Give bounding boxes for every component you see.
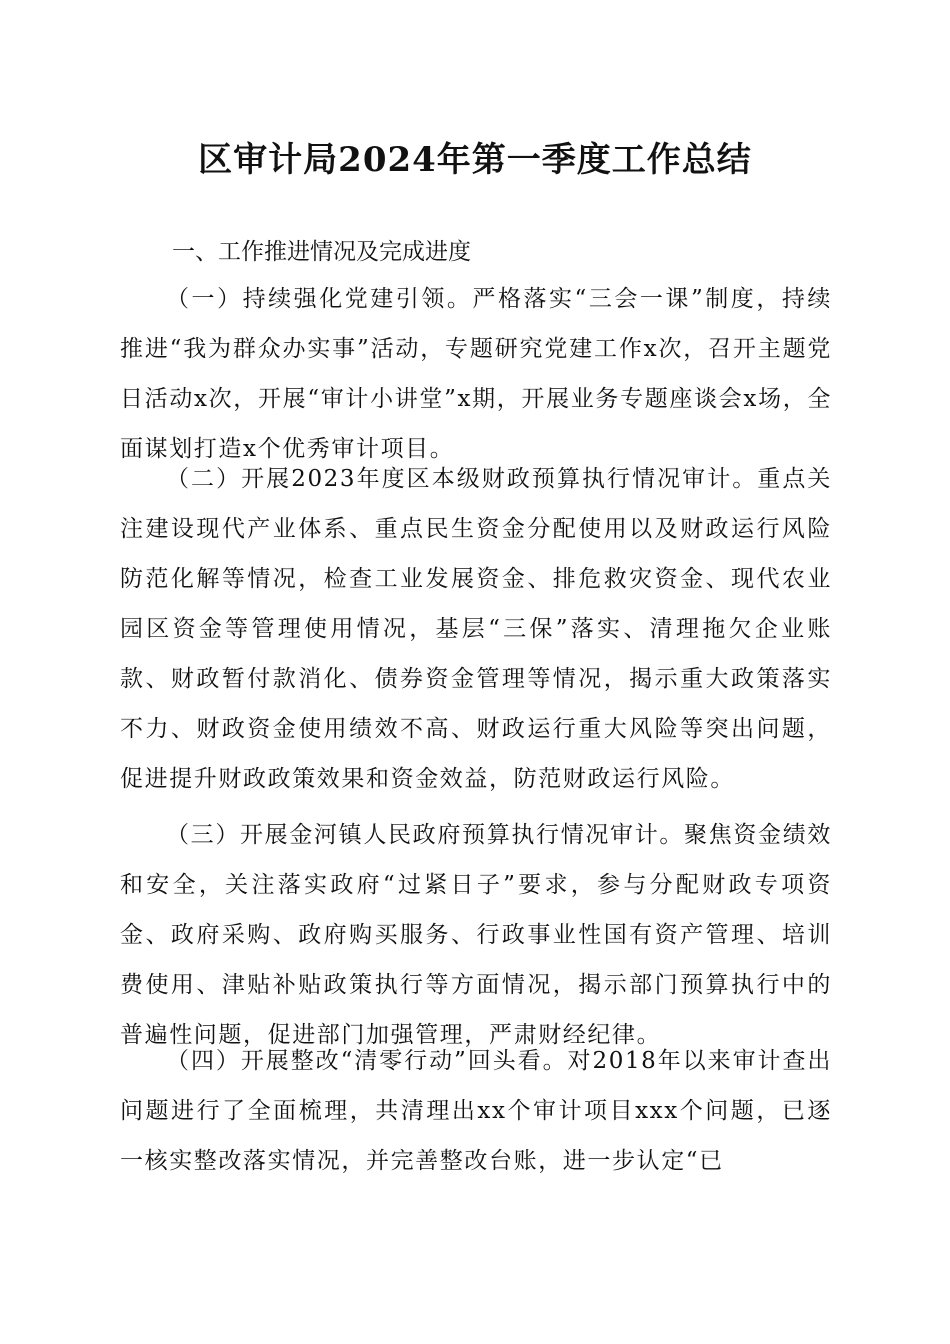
paragraph-body: 对2018年以来审计查出问题进行了全面梳理，共清理出xx个审计项目xxx个问题，已逐一核实整改落实情况，并完善整改台账，进一步认定“已 bbox=[120, 1048, 832, 1174]
paragraph-town-audit bbox=[120, 810, 832, 1060]
paragraph-lead: （四）开展整改“清零行动”回头看。 bbox=[166, 1048, 568, 1074]
paragraph-party-building bbox=[120, 274, 832, 474]
paragraph-lead: （三）开展金河镇人民政府预算执行情况审计。 bbox=[166, 822, 685, 848]
paragraph-budget-audit bbox=[120, 454, 832, 804]
paragraph-body: 严格落实“三会一课”制度，持续推进“我为群众办实事”活动，专题研究党建工作x次，召开主题党日活动x次，开展“审计小讲堂”x期，开展业务专题座谈会x场，全面谋划打造x个优秀审计项目。 bbox=[120, 286, 832, 462]
paragraph-lead: （二）开展2023年度区本级财政预算执行情况审计。 bbox=[166, 466, 758, 492]
paragraph-lead: （一）持续强化党建引领。 bbox=[166, 286, 473, 312]
paragraph-rectification-review bbox=[120, 1036, 832, 1186]
document-title: 区审计局2024年第一季度工作总结 bbox=[198, 140, 752, 180]
paragraph-body: 聚焦资金绩效和安全，关注落实政府“过紧日子”要求，参与分配财政专项资金、政府采购、政府购买服务、行政事业性国有资产管理、培训费使用、津贴补贴政策执行等方面情况，揭示部门预算执行中的普遍性问题，促进部门加强管理，严肃财经纪律。 bbox=[120, 822, 832, 1048]
section-heading: 一、工作推进情况及完成进度 bbox=[172, 239, 471, 265]
paragraph-body: 重点关注建设现代产业体系、重点民生资金分配使用以及财政运行风险防范化解等情况，检查工业发展资金、排危救灾资金、现代农业园区资金等管理使用情况，基层“三保”落实、清理拖欠企业账款、财政暂付款消化、债券资金管理等情况，揭示重大政策落实不力、财政资金使用绩效不高、财政运行重大风险等突出问题，促进提升财政政策效果和资金效益，防范财政运行风险。 bbox=[120, 466, 832, 792]
